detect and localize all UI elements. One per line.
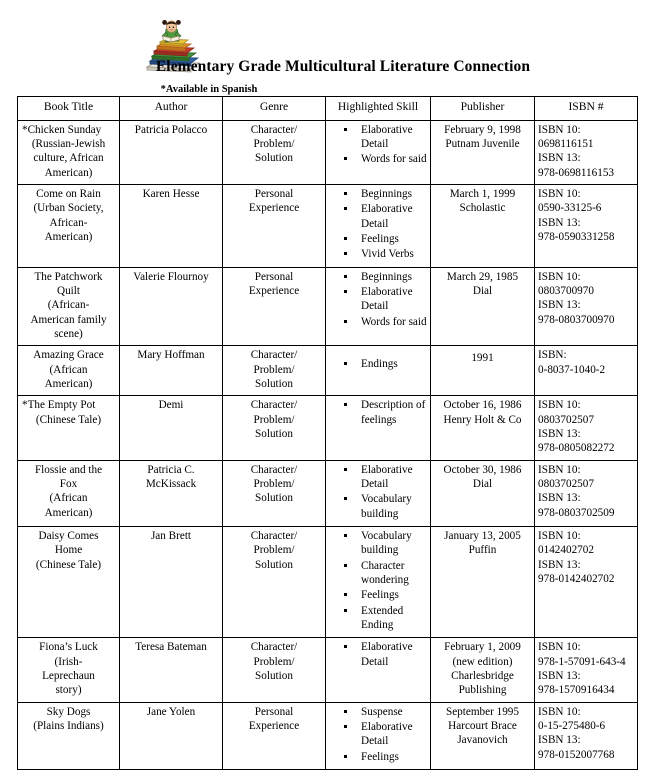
- skill-list-item: Elaborative Detail: [344, 720, 427, 749]
- cell-author-line: Patricia C.: [147, 463, 195, 476]
- table-row: [18, 267, 638, 346]
- literature-table: [17, 96, 638, 770]
- cell-book-title-line: Amazing Grace: [33, 349, 104, 362]
- cell-publisher-line: Dial: [472, 285, 493, 298]
- table-row: [18, 185, 638, 268]
- table-row: [18, 120, 638, 184]
- skill-list-item: Elaborative Detail: [344, 463, 427, 492]
- cell-isbn-line: ISBN 10:: [538, 123, 581, 136]
- cell-author-line: Valerie Flournoy: [133, 270, 209, 283]
- skill-list: [329, 640, 427, 669]
- cell-genre-line: Character/: [250, 123, 298, 136]
- cell-book-title: [18, 120, 120, 184]
- skill-list-item: Vivid Verbs: [344, 247, 427, 261]
- cell-isbn-line: ISBN 13:: [538, 558, 581, 571]
- skill-list: [329, 187, 427, 262]
- cell-book-title-line: Leprechaun: [42, 669, 95, 682]
- skill-list-item: Vocabulary building: [344, 492, 427, 521]
- cell-book-title: [18, 460, 120, 526]
- cell-publisher: [431, 185, 535, 268]
- cell-publisher-line: October 30, 1986: [443, 463, 522, 476]
- document-header: [0, 0, 646, 95]
- cell-publisher-line: March 1, 1999: [449, 188, 516, 201]
- table-row: [18, 638, 638, 702]
- column-header-publisher: Publisher: [431, 97, 535, 121]
- cell-genre: [223, 396, 326, 460]
- skill-list-item: Vocabulary building: [344, 529, 427, 558]
- cell-book-title-line: The Patchwork: [34, 270, 103, 283]
- cell-isbn: [535, 460, 638, 526]
- cell-isbn-line: 0142402702: [538, 544, 594, 557]
- cell-genre-line: Personal: [254, 270, 294, 283]
- cell-book-title: [18, 638, 120, 702]
- cell-publisher-line: Harcourt Brace: [448, 719, 517, 732]
- cell-genre: [223, 702, 326, 769]
- cell-isbn-line: 978-1570916434: [538, 684, 615, 697]
- cell-publisher-line: (new edition): [452, 655, 513, 668]
- cell-isbn-line: 0803702507: [538, 413, 594, 426]
- cell-author-line: McKissack: [145, 478, 197, 491]
- cell-isbn: [535, 702, 638, 769]
- cell-isbn-line: ISBN 13:: [538, 152, 581, 165]
- column-header-book-title: Book Title: [18, 97, 120, 121]
- cell-book-title-line: American family: [30, 313, 107, 326]
- cell-isbn-line: 0698116151: [538, 138, 594, 151]
- cell-genre-line: Problem/: [253, 655, 295, 668]
- cell-isbn-line: 0-8037-1040-2: [538, 363, 606, 376]
- skill-list: [329, 270, 427, 329]
- cell-book-title-line: (Chinese Tale): [35, 413, 102, 426]
- cell-book-title: [18, 396, 120, 460]
- cell-genre-line: Solution: [255, 152, 293, 165]
- cell-publisher-line: Putnam Juvenile: [445, 138, 520, 151]
- skill-list: [329, 463, 427, 521]
- cell-publisher: [431, 267, 535, 346]
- cell-book-title: [18, 267, 120, 346]
- cell-genre: [223, 460, 326, 526]
- cell-highlighted-skill: [326, 527, 431, 638]
- cell-publisher-line: Henry Holt & Co: [443, 413, 522, 426]
- subtitle-available-in-spanish: *Available in Spanish: [160, 84, 258, 95]
- cell-genre-line: Personal: [254, 188, 294, 201]
- cell-isbn-line: 978-0803702509: [538, 506, 615, 519]
- cell-author-line: Karen Hesse: [142, 188, 200, 201]
- cell-book-title: [18, 346, 120, 396]
- cell-isbn-line: ISBN 13:: [538, 669, 581, 682]
- skill-list-item: Extended Ending: [344, 604, 427, 633]
- cell-isbn-line: ISBN 13:: [538, 216, 581, 229]
- cell-highlighted-skill: [326, 396, 431, 460]
- cell-author-line: Jan Brett: [150, 530, 192, 543]
- skill-list-item: Endings: [344, 357, 427, 371]
- cell-isbn-line: 978-0142402702: [538, 573, 615, 586]
- skill-list-item: Character wondering: [344, 559, 427, 588]
- cell-genre-line: Problem/: [253, 478, 295, 491]
- cell-genre-line: Character/: [250, 530, 298, 543]
- cell-book-title-line: African-: [49, 216, 88, 229]
- cell-highlighted-skill: [326, 702, 431, 769]
- cell-isbn: [535, 396, 638, 460]
- table-header-row: [18, 97, 638, 121]
- cell-book-title-line: Daisy Comes: [38, 530, 99, 543]
- cell-highlighted-skill: [326, 346, 431, 396]
- cell-book-title-line: American): [44, 506, 93, 519]
- cell-book-title-line: *The Empty Pot: [22, 399, 96, 412]
- cell-genre-line: Experience: [248, 202, 300, 215]
- cell-isbn-line: 0-15-275480-6: [538, 719, 606, 732]
- cell-genre-line: Solution: [255, 492, 293, 505]
- cell-book-title-line: scene): [54, 328, 83, 341]
- cell-author: [120, 267, 223, 346]
- skill-list-item: Words for said: [344, 315, 427, 329]
- cell-book-title-line: Flossie and the: [34, 463, 103, 476]
- skill-list-item: Words for said: [344, 152, 427, 166]
- cell-book-title-line: story): [55, 684, 82, 697]
- cell-book-title-line: (Urban Society,: [33, 202, 104, 215]
- column-header-author: Author: [120, 97, 223, 121]
- cell-isbn-line: ISBN 13:: [538, 492, 581, 505]
- cell-isbn-line: ISBN 10:: [538, 705, 581, 718]
- cell-author: [120, 460, 223, 526]
- cell-publisher-line: Puffin: [468, 544, 497, 557]
- cell-publisher-line: Javanovich: [457, 734, 508, 747]
- cell-book-title-line: American): [44, 231, 93, 244]
- cell-publisher: [431, 638, 535, 702]
- cell-isbn: [535, 638, 638, 702]
- cell-isbn-line: ISBN 10:: [538, 399, 581, 412]
- cell-book-title-line: (Russian-Jewish: [31, 138, 106, 151]
- cell-isbn-line: 978-0803700970: [538, 313, 615, 326]
- cell-isbn: [535, 267, 638, 346]
- cell-isbn-line: ISBN:: [538, 349, 567, 362]
- table-row: [18, 527, 638, 638]
- cell-publisher-line: Charlesbridge: [451, 669, 514, 682]
- skill-list-item: Elaborative Detail: [344, 202, 427, 231]
- cell-publisher-line: 1991: [471, 352, 494, 365]
- cell-publisher-line: Scholastic: [459, 202, 506, 215]
- cell-genre: [223, 638, 326, 702]
- cell-book-title-line: Come on Rain: [36, 188, 101, 201]
- cell-author-line: Jane Yolen: [146, 705, 196, 718]
- skill-list-item: Suspense: [344, 705, 427, 719]
- cell-isbn: [535, 346, 638, 396]
- cell-genre-line: Character/: [250, 349, 298, 362]
- cell-isbn-line: ISBN 13:: [538, 734, 581, 747]
- cell-author-line: Teresa Bateman: [135, 641, 207, 654]
- skill-list-item: Elaborative Detail: [344, 285, 427, 314]
- table-row: [18, 346, 638, 396]
- cell-isbn-line: 978-0152007768: [538, 748, 615, 761]
- cell-book-title-line: Fiona’s Luck: [39, 641, 98, 654]
- table-row: [18, 460, 638, 526]
- column-header-genre: Genre: [223, 97, 326, 121]
- cell-genre-line: Solution: [255, 558, 293, 571]
- cell-genre: [223, 185, 326, 268]
- cell-isbn-line: ISBN 13:: [538, 428, 581, 441]
- table-row: [18, 702, 638, 769]
- cell-publisher-line: March 29, 1985: [446, 270, 519, 283]
- cell-book-title-line: (Irish-: [54, 655, 83, 668]
- cell-isbn-line: 978-0698116153: [538, 166, 615, 179]
- page-title-row: [0, 58, 646, 76]
- cell-publisher-line: Dial: [472, 478, 493, 491]
- cell-isbn-line: ISBN 13:: [538, 299, 581, 312]
- cell-book-title-line: Quilt: [57, 285, 80, 298]
- cell-author: [120, 638, 223, 702]
- cell-book-title-line: (African: [49, 363, 88, 376]
- cell-isbn: [535, 185, 638, 268]
- cell-publisher: [431, 396, 535, 460]
- cell-isbn-line: 0803702507: [538, 478, 594, 491]
- cell-publisher-line: September 1995: [445, 705, 519, 718]
- cell-genre-line: Personal: [254, 705, 294, 718]
- cell-book-title: [18, 185, 120, 268]
- cell-publisher: [431, 527, 535, 638]
- cell-author: [120, 346, 223, 396]
- cell-publisher: [431, 460, 535, 526]
- skill-list-item: Feelings: [344, 750, 427, 764]
- literature-table-wrapper: [17, 96, 637, 770]
- cell-book-title-line: American): [44, 378, 93, 391]
- column-header-highlighted-skill: Highlighted Skill: [326, 97, 431, 121]
- cell-genre: [223, 120, 326, 184]
- cell-book-title-line: *Chicken Sunday: [22, 123, 102, 136]
- cell-highlighted-skill: [326, 638, 431, 702]
- cell-publisher-line: Publishing: [458, 684, 507, 697]
- cell-book-title: [18, 527, 120, 638]
- cell-author: [120, 185, 223, 268]
- cell-genre-line: Solution: [255, 669, 293, 682]
- cell-author-line: Patricia Polacco: [134, 123, 208, 136]
- cell-publisher-line: February 9, 1998: [444, 123, 521, 136]
- cell-genre-line: Experience: [248, 719, 300, 732]
- cell-isbn-line: 0590-33125-6: [538, 202, 602, 215]
- cell-genre-line: Character/: [250, 399, 298, 412]
- skill-list-item: Beginnings: [344, 187, 427, 201]
- cell-isbn-line: 978-0805082272: [538, 442, 615, 455]
- cell-highlighted-skill: [326, 185, 431, 268]
- cell-isbn-line: ISBN 10:: [538, 641, 581, 654]
- skill-list-item: Elaborative Detail: [344, 123, 427, 152]
- cell-book-title-line: culture, African: [33, 152, 104, 165]
- cell-publisher-line: January 13, 2005: [444, 530, 521, 543]
- cell-author: [120, 396, 223, 460]
- cell-book-title-line: (Chinese Tale): [35, 558, 102, 571]
- cell-genre-line: Solution: [255, 428, 293, 441]
- cell-highlighted-skill: [326, 120, 431, 184]
- skill-list: [329, 357, 427, 371]
- cell-book-title-line: Home: [54, 544, 83, 557]
- cell-highlighted-skill: [326, 460, 431, 526]
- cell-isbn-line: 978-0590331258: [538, 231, 615, 244]
- cell-genre-line: Problem/: [253, 544, 295, 557]
- skill-list-item: Elaborative Detail: [344, 640, 427, 669]
- cell-genre: [223, 267, 326, 346]
- skill-list-item: Description of feelings: [344, 398, 427, 427]
- cell-book-title: [18, 702, 120, 769]
- cell-publisher: [431, 120, 535, 184]
- page-title: Elementary Grade Multicultural Literature Connection: [155, 58, 531, 75]
- cell-genre-line: Character/: [250, 463, 298, 476]
- cell-isbn-line: 0803700970: [538, 285, 594, 298]
- column-header-isbn: ISBN #: [535, 97, 638, 121]
- cell-isbn-line: 978-1-57091-643-4: [538, 655, 626, 668]
- cell-genre: [223, 527, 326, 638]
- cell-isbn: [535, 120, 638, 184]
- cell-publisher: [431, 346, 535, 396]
- skill-list: [329, 529, 427, 632]
- cell-genre-line: Experience: [248, 285, 300, 298]
- cell-author: [120, 702, 223, 769]
- table-row: [18, 396, 638, 460]
- cell-book-title-line: (Plains Indians): [33, 719, 104, 732]
- skill-list: [329, 398, 427, 427]
- cell-genre: [223, 346, 326, 396]
- cell-book-title-line: (African: [49, 492, 88, 505]
- table-body: [18, 120, 638, 769]
- cell-genre-line: Problem/: [253, 413, 295, 426]
- cell-book-title-line: Fox: [59, 478, 78, 491]
- skill-list-item: Feelings: [344, 232, 427, 246]
- cell-genre-line: Problem/: [253, 138, 295, 151]
- cell-author-line: Mary Hoffman: [137, 349, 205, 362]
- cell-isbn-line: ISBN 10:: [538, 188, 581, 201]
- cell-book-title-line: Sky Dogs: [46, 705, 91, 718]
- cell-publisher-line: October 16, 1986: [443, 399, 522, 412]
- cell-book-title-line: (African-: [47, 299, 90, 312]
- cell-isbn: [535, 527, 638, 638]
- skill-list-item: Beginnings: [344, 270, 427, 284]
- cell-isbn-line: ISBN 10:: [538, 270, 581, 283]
- cell-publisher-line: February 1, 2009: [444, 641, 521, 654]
- spacer: [329, 348, 427, 357]
- cell-book-title-line: American): [44, 166, 93, 179]
- cell-author: [120, 120, 223, 184]
- cell-publisher: [431, 702, 535, 769]
- cell-genre-line: Character/: [250, 641, 298, 654]
- cell-genre-line: Problem/: [253, 363, 295, 376]
- skill-list-item: Feelings: [344, 588, 427, 602]
- cell-highlighted-skill: [326, 267, 431, 346]
- skill-list: [329, 705, 427, 764]
- skill-list: [329, 123, 427, 167]
- cell-author-line: Demi: [158, 399, 184, 412]
- cell-isbn-line: ISBN 10:: [538, 530, 581, 543]
- cell-genre-line: Solution: [255, 378, 293, 391]
- cell-author: [120, 527, 223, 638]
- cell-isbn-line: ISBN 10:: [538, 463, 581, 476]
